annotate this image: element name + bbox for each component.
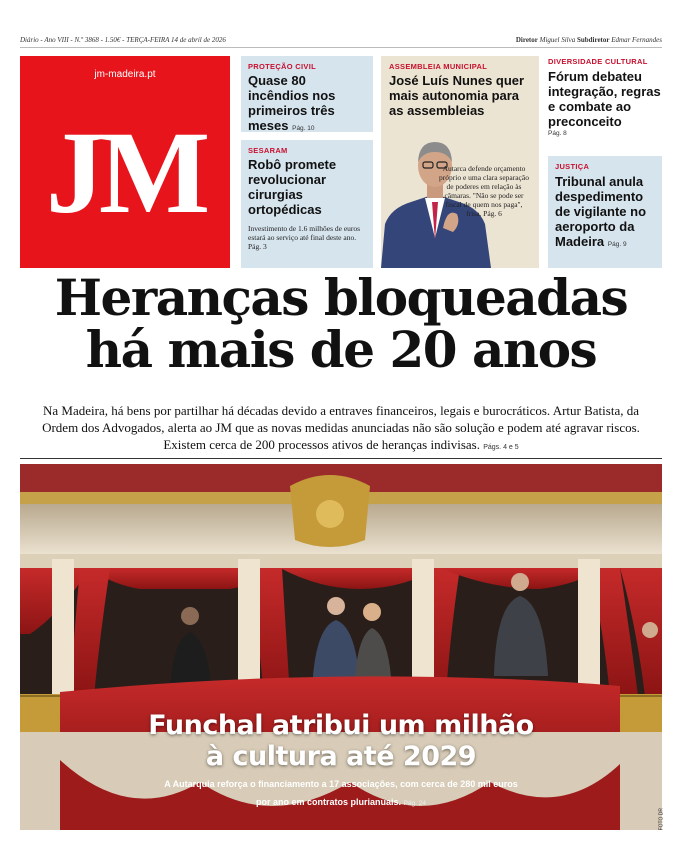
page-ref: Pág. 8 bbox=[548, 129, 567, 137]
teaser-kicker: JUSTIÇA bbox=[555, 162, 590, 171]
lead-deck: Na Madeira, há bens por partilhar há décadas devido a entraves financeiros, legais e burocráticos. Artur Batista, da Ordem dos Advogados, alerta ao JM que as novas medidas anunciadas não são solução e podem até agravar riscos. Existem cerca de 200 processos ativos de heranças indivisas. Págs. 4 e 5 bbox=[42, 403, 640, 452]
page-ref: Pág. 3 bbox=[248, 241, 267, 251]
newspaper-logo[interactable] bbox=[20, 56, 230, 268]
subdirector-name: Edmar Fernandes bbox=[611, 36, 662, 44]
teaser-kicker: PROTEÇÃO CIVIL bbox=[248, 62, 316, 71]
director-label: Diretor bbox=[515, 36, 538, 44]
photo-subheadline-line-1: A Autarquia reforça o financiamento a 17 associações, com cerca de 280 mil euros bbox=[164, 779, 518, 789]
teaser-text: Autarca defende orçamento próprio e uma clara separação de poderes em relação às câmaras. "Não se pode ser fiscal de quem nos paga", frisa. Pág. 6 bbox=[439, 164, 529, 218]
teaser-headline: Robô promete revolucionar cirurgias ortopédicas bbox=[248, 157, 337, 217]
teaser-municipal-assembly[interactable] bbox=[381, 56, 539, 268]
teaser-kicker: ASSEMBLEIA MUNICIPAL bbox=[389, 62, 488, 71]
issue-info: Diário - Ano VIII - N.º 3868 - 1.50€ - TERÇA-FEIRA 14 de abril de 2026 bbox=[20, 36, 226, 44]
theatre-photo-story[interactable] bbox=[20, 464, 662, 830]
lead-headline-line-1: Heranças bloqueadas bbox=[54, 268, 628, 327]
teaser-text: Investimento de 1.6 milhões de euros estará ao serviço até final deste ano. Pág. 3 bbox=[248, 223, 361, 251]
photo-subheadline-line-2: por ano em contratos plurianuais. Pág. 24 bbox=[256, 797, 426, 807]
page-ref: Pág. 24 bbox=[403, 800, 426, 807]
editorial-staff bbox=[516, 36, 662, 47]
photo-credit: FOTO DR bbox=[658, 808, 664, 831]
teaser-civil-protection[interactable] bbox=[241, 56, 373, 132]
teaser-headline: Fórum debateu integração, regras e combate ao preconceito bbox=[548, 69, 661, 129]
logo-mark: JM bbox=[45, 107, 205, 238]
issue-line bbox=[20, 36, 662, 48]
page-ref: Pág. 10 bbox=[292, 124, 315, 132]
teaser-sesaram[interactable] bbox=[241, 140, 373, 268]
page-ref: Págs. 4 e 5 bbox=[483, 444, 519, 451]
teaser-justice[interactable] bbox=[548, 156, 662, 268]
director-name: Miguel Silva bbox=[539, 36, 576, 44]
teaser-headline: Tribunal anula despedimento de vigilante no aeroporto da Madeira Pág. 9 bbox=[555, 174, 647, 249]
page-ref: Pág. 9 bbox=[607, 240, 627, 248]
photo-headline-line-1: Funchal atribui um milhão bbox=[148, 710, 534, 741]
divider bbox=[20, 458, 662, 459]
teaser-headline: José Luís Nunes quer mais autonomia para as assembleias bbox=[389, 73, 525, 118]
photo-caption bbox=[20, 710, 662, 810]
photo-headline-line-2: à cultura até 2029 bbox=[205, 741, 477, 772]
site-url[interactable]: jm-madeira.pt bbox=[94, 69, 156, 80]
teaser-headline: Quase 80 incêndios nos primeiros três meses Pág. 10 bbox=[248, 73, 336, 133]
lead-headline-line-2: há mais de 20 anos bbox=[85, 320, 597, 379]
page-ref: Pág. 6 bbox=[483, 209, 502, 218]
lead-headline[interactable] bbox=[20, 268, 662, 379]
teaser-cultural-diversity[interactable] bbox=[548, 56, 662, 148]
teaser-kicker: SESARAM bbox=[248, 146, 288, 155]
subdirector-label: Subdiretor bbox=[576, 36, 610, 44]
teaser-kicker: DIVERSIDADE CULTURAL bbox=[548, 57, 648, 66]
